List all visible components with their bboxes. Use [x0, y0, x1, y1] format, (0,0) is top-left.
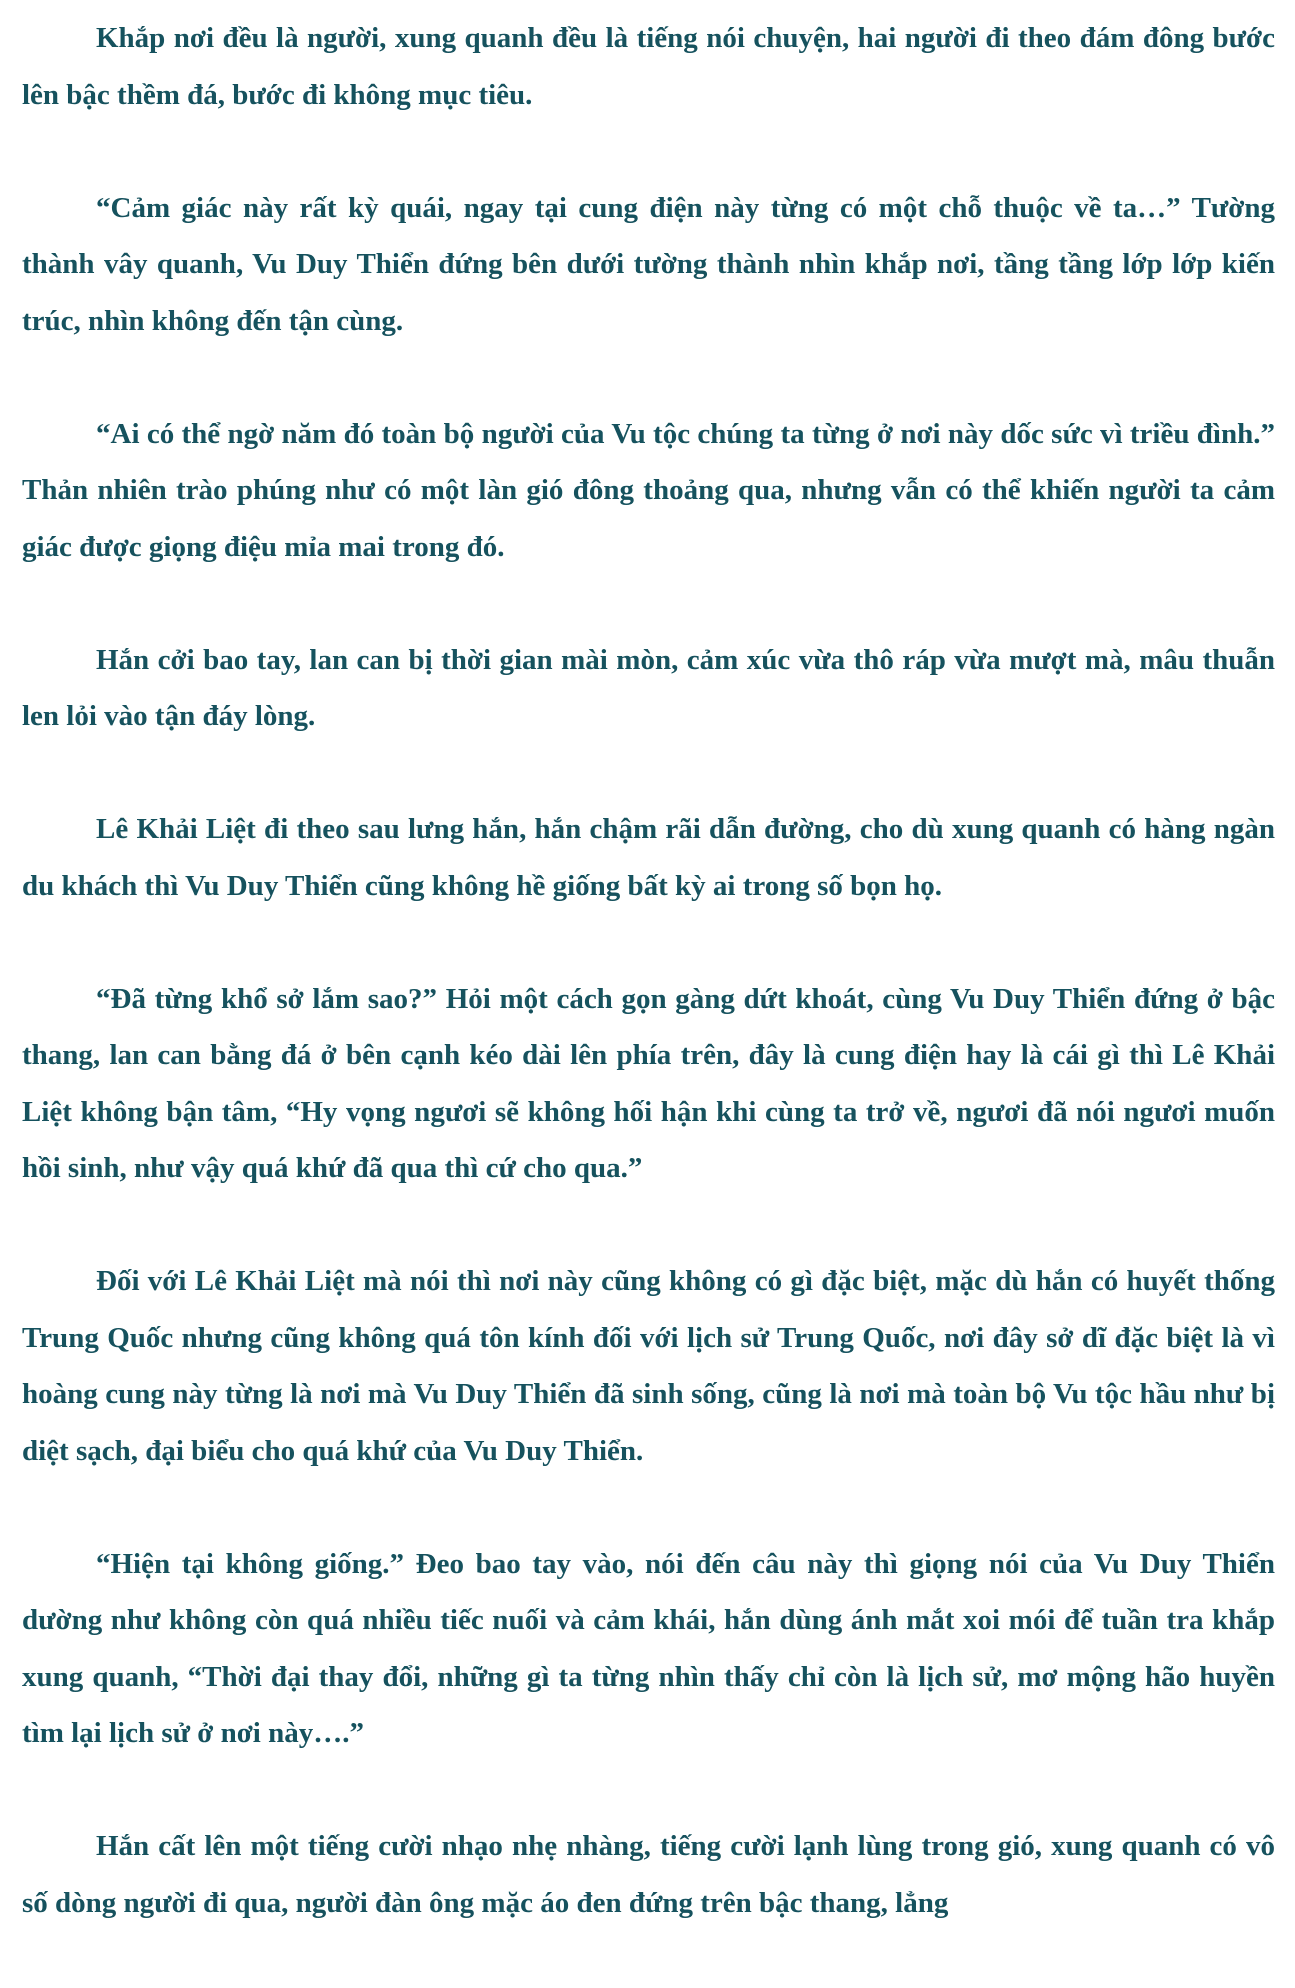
paragraph-4: Hắn cởi bao tay, lan can bị thời gian mài mòn, cảm xúc vừa thô ráp vừa mượt mà, mâu thuẫn len lỏi vào tận đáy lòng.: [22, 643, 1275, 732]
paragraph-2: “Cảm giác này rất kỳ quái, ngay tại cung điện này từng có một chỗ thuộc về ta…” Tường thành vây quanh, Vu Duy Thiển đứng bên dưới tường thành nhìn khắp nơi, tầng tầng lớp lớp kiến trúc, nhìn không đến tận cùng.: [22, 191, 1275, 337]
paragraph-3: “Ai có thể ngờ năm đó toàn bộ người của Vu tộc chúng ta từng ở nơi này dốc sức vì triều đình.” Thản nhiên trào phúng như có một làn gió đông thoảng qua, nhưng vẫn có thể khiến người ta cảm giác được giọng điệu mỉa mai trong đó.: [22, 417, 1275, 563]
paragraph-8: “Hiện tại không giống.” Đeo bao tay vào, nói đến câu này thì giọng nói của Vu Duy Thiển dường như không còn quá nhiều tiếc nuối và cảm khái, hắn dùng ánh mắt xoi mói để tuần tra khắp xung quanh, “Thời đại thay đổi, những gì ta từng nhìn thấy chỉ còn là lịch sử, mơ mộng hão huyền tìm lại lịch sử ở nơi này….”: [22, 1547, 1275, 1749]
paragraph-7: Đối với Lê Khải Liệt mà nói thì nơi này cũng không có gì đặc biệt, mặc dù hắn có huyết thống Trung Quốc nhưng cũng không quá tôn kính đối với lịch sử Trung Quốc, nơi đây sở dĩ đặc biệt là vì hoàng cung này từng là nơi mà Vu Duy Thiển đã sinh sống, cũng là nơi mà toàn bộ Vu tộc hầu như bị diệt sạch, đại biểu cho quá khứ của Vu Duy Thiển.: [22, 1265, 1275, 1467]
document-page: [22, 10, 1275, 1988]
paragraph-6: “Đã từng khổ sở lắm sao?” Hỏi một cách gọn gàng dứt khoát, cùng Vu Duy Thiển đứng ở bậc thang, lan can bằng đá ở bên cạnh kéo dài lên phía trên, đây là cung điện hay là cái gì thì Lê Khải Liệt không bận tâm, “Hy vọng ngươi sẽ không hối hận khi cùng ta trở về, ngươi đã nói ngươi muốn hồi sinh, như vậy quá khứ đã qua thì cứ cho qua.”: [22, 982, 1275, 1184]
paragraph-1: Khắp nơi đều là người, xung quanh đều là tiếng nói chuyện, hai người đi theo đám đông bước lên bậc thềm đá, bước đi không mục tiêu.: [22, 22, 1275, 111]
paragraph-9: Hắn cất lên một tiếng cười nhạo nhẹ nhàng, tiếng cười lạnh lùng trong gió, xung quanh có vô số dòng người đi qua, người đàn ông mặc áo đen đứng trên bậc thang, lẳng: [22, 1830, 1275, 1919]
paragraph-5: Lê Khải Liệt đi theo sau lưng hắn, hắn chậm rãi dẫn đường, cho dù xung quanh có hàng ngàn du khách thì Vu Duy Thiển cũng không hề giống bất kỳ ai trong số bọn họ.: [22, 813, 1275, 902]
